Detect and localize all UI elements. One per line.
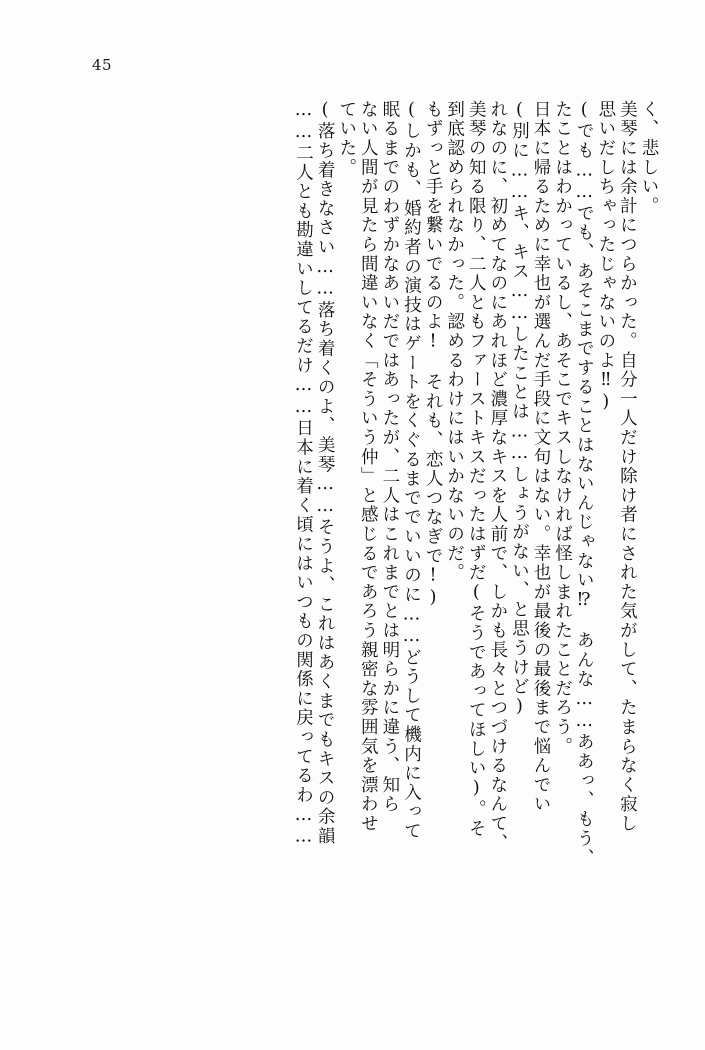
- text-line: 思いだしちゃったじゃないのよ‼): [595, 100, 616, 414]
- page-number: 45: [92, 56, 113, 74]
- text-line: (しかも、婚約者の演技はゲートをくぐるまででいいのに……どうして機内に入って: [401, 100, 422, 841]
- text-line: 眠るまでのわずかなあいだではあったが、二人はこれまでとは明らかに違う、知ら: [379, 100, 400, 815]
- text-line: 美琴の知る限り、二人ともファーストキスだったはずだ(そうであってほしい)。そ: [466, 100, 487, 839]
- text-line: ていた。: [336, 100, 357, 178]
- text-line: く、悲しい。: [639, 100, 659, 216]
- text-line: もずっと手を繋いでるのよ! それも、恋人つなぎで!): [423, 100, 444, 610]
- text-line: ……二人とも勘違いしてるだけ……日本に着く頃にはいつもの関係に戻ってるわ……: [293, 100, 314, 849]
- vertical-text-body: [48, 100, 657, 970]
- text-line: (別に……キ、キス……したことは……しょうがない、と思うけど): [509, 100, 530, 719]
- text-line: (でも……でも、あそこまですることはないんじゃない⁉ あんな……ああっ、もう、: [574, 100, 595, 868]
- text-line: たことはわかっているし、あそこでキスしなければ怪しまれたことだろう。: [552, 100, 573, 757]
- text-line: 美琴には余計につらかった。自分一人だけ除け者にされた気がして、たまらなく寂し: [617, 100, 638, 834]
- text-line: (落ち着きなさい……落ち着くのよ、美琴……そうよ、これはあくまでもキスの余韻: [315, 100, 336, 846]
- text-line: ない人間が見たら間違いなく「そういう仲」と感じるであろう親密な雰囲気を漂わせ: [358, 100, 379, 834]
- text-line: れなのに、初めてなのにあれほど濃厚なキスを人前で、しかも長々とつづけるなんて、: [487, 100, 508, 853]
- text-line: 到底認められなかった。認めるわけにはいかないのだ。: [444, 100, 465, 583]
- text-line: 日本に帰るために幸也が選んだ手段に文句はない。幸也が最後の最後まで悩んでい: [531, 100, 552, 815]
